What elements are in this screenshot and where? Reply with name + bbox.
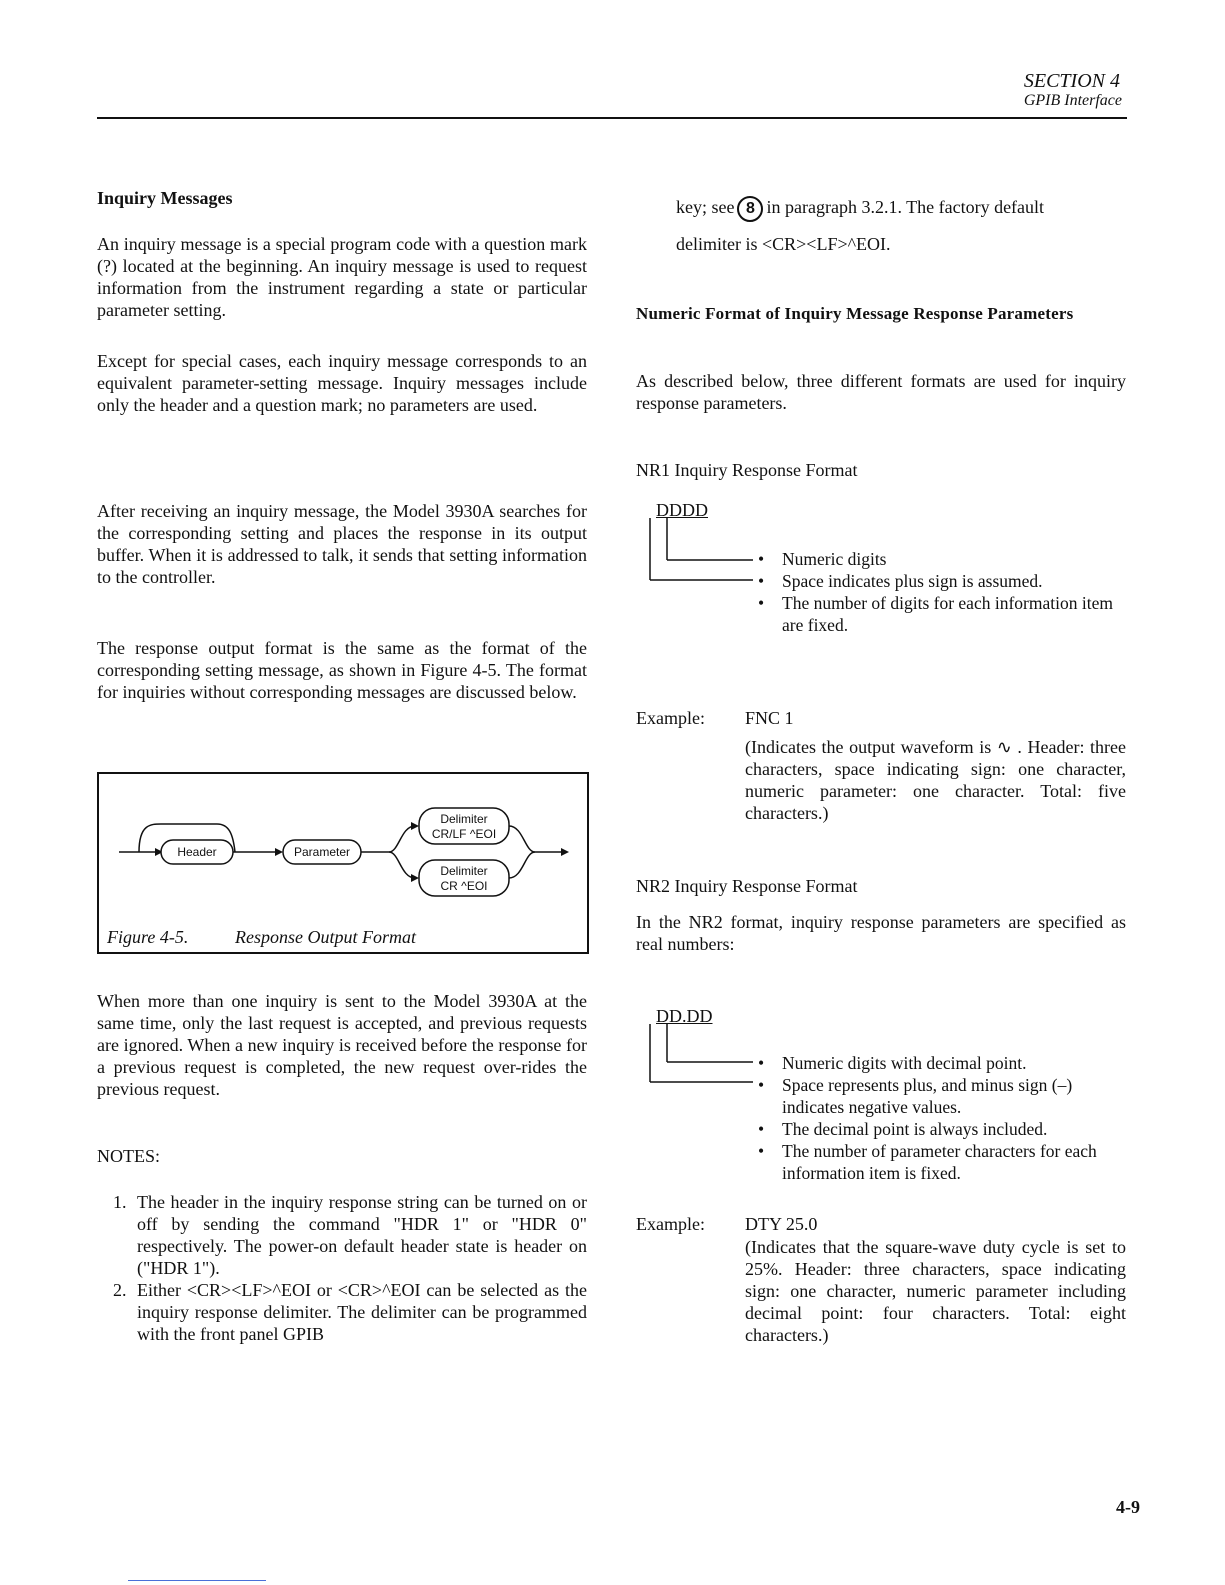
delimiter-crlf-top: Delimiter bbox=[440, 812, 488, 826]
header-node-label: Header bbox=[177, 845, 217, 859]
nr1-example-value: FNC 1 bbox=[745, 708, 794, 728]
nr1-bracket-lines bbox=[645, 518, 757, 588]
right-paragraph-1: As described below, three different formats are used for inquiry response parameters. bbox=[636, 371, 1126, 413]
figure-caption bbox=[107, 927, 416, 948]
continued-text-pre: key; see bbox=[676, 197, 735, 218]
nr2-format-code: DD.DD bbox=[656, 1006, 713, 1026]
nr1-bullets bbox=[756, 548, 1126, 636]
nr2-bracket-lines bbox=[645, 1024, 757, 1090]
delimiter-cr-top: Delimiter bbox=[440, 864, 488, 878]
notes-list bbox=[97, 1191, 587, 1345]
continued-text-post: in paragraph 3.2.1. The factory default bbox=[766, 197, 1045, 218]
numeric-format-heading: Numeric Format of Inquiry Message Response Parameters bbox=[636, 304, 1074, 323]
nr1-example-label: Example: bbox=[636, 708, 705, 728]
key-8-circle-icon: 8 bbox=[737, 196, 763, 222]
nr1-format-code: DDDD bbox=[656, 500, 708, 520]
nr2-title: NR2 Inquiry Response Format bbox=[636, 876, 858, 896]
nr2-bullet-4: • The number of parameter characters for each information item is fixed. bbox=[756, 1140, 1126, 1184]
continued-text-line2: delimiter is <CR><LF>^EOI. bbox=[676, 234, 891, 254]
note-item-2 bbox=[97, 1279, 587, 1345]
response-format-diagram bbox=[99, 774, 587, 952]
section-subtitle: GPIB Interface bbox=[1023, 92, 1122, 109]
delimiter-crlf-bottom: CR/LF ^EOI bbox=[431, 827, 497, 841]
figure-caption-number: Figure 4-5. bbox=[107, 927, 189, 947]
nr1-bullet-3: • The number of digits for each information item are fixed. bbox=[756, 592, 1126, 636]
inquiry-messages-heading: Inquiry Messages bbox=[97, 188, 233, 208]
header-rule bbox=[97, 117, 1127, 119]
nr1-bullet-1: • Numeric digits bbox=[756, 548, 1126, 570]
note-text-1: The header in the inquiry response string can be turned on or off by sending the command "HDR 1" or "HDR 0" respectively. The power-on default header state is header on ("HDR 1"). bbox=[137, 1192, 587, 1278]
nr2-example-label: Example: bbox=[636, 1214, 705, 1234]
note-item-1 bbox=[97, 1191, 587, 1279]
nr2-bullet-3: • The decimal point is always included. bbox=[756, 1118, 1126, 1140]
note-number-1: 1. bbox=[113, 1192, 127, 1212]
parameter-node-label: Parameter bbox=[293, 845, 351, 859]
left-paragraph-5: When more than one inquiry is sent to the Model 3930A at the same time, only the last request is accepted, and previous requests are ignored. When a new inquiry is received before the response for a previous request is completed, the new request over-rides the previous request. bbox=[97, 991, 587, 1099]
continued-text-line1 bbox=[676, 196, 1044, 222]
figure-response-output-format bbox=[97, 772, 589, 954]
note-text-2: Either <CR><LF>^EOI or <CR>^EOI can be selected as the inquiry response delimiter. The delimiter can be programmed with the front panel GPIB bbox=[137, 1280, 587, 1344]
figure-caption-text: Response Output Format bbox=[235, 927, 416, 947]
left-paragraph-3: After receiving an inquiry message, the Model 3930A searches for the corresponding setting and places the response in its output buffer. When it is addressed to talk, it sends that setting information to the controller. bbox=[97, 501, 587, 587]
left-paragraph-2: Except for special cases, each inquiry message corresponds to an equivalent parameter-setting message. Inquiry messages include only the header and a question mark; no parameters are used. bbox=[97, 351, 587, 415]
nr2-description: In the NR2 format, inquiry response parameters are specified as real numbers: bbox=[636, 912, 1126, 954]
nr1-example-description: (Indicates the output waveform is ∿ . Header: three characters, space indicating sign: one character, numeric parameter: one character. Total: five characters.) bbox=[745, 737, 1126, 823]
nr1-title: NR1 Inquiry Response Format bbox=[636, 460, 858, 480]
nr1-bullet-2: • Space indicates plus sign is assumed. bbox=[756, 570, 1126, 592]
nr2-bullet-2: • Space represents plus, and minus sign (–) indicates negative values. bbox=[756, 1074, 1126, 1118]
footer-line bbox=[128, 1580, 266, 1581]
notes-heading: NOTES: bbox=[97, 1146, 160, 1166]
left-paragraph-1: An inquiry message is a special program code with a question mark (?) located at the beginning. An inquiry message is used to request information from the instrument regarding a state or particular parameter setting. bbox=[97, 234, 587, 320]
nr2-bullets bbox=[756, 1052, 1126, 1184]
nr2-bullet-1: • Numeric digits with decimal point. bbox=[756, 1052, 1126, 1074]
note-number-2: 2. bbox=[113, 1280, 127, 1300]
nr2-example-description: (Indicates that the square-wave duty cycle is set to 25%. Header: three characters, space indicating sign: one character, numeric parameter including decimal point: four characters. Total: eight characters.) bbox=[745, 1237, 1126, 1345]
section-title: SECTION 4 bbox=[1023, 70, 1120, 92]
page-number: 4-9 bbox=[1116, 1497, 1140, 1517]
left-paragraph-4: The response output format is the same as the format of the corresponding setting message, as shown in Figure 4-5. The format for inquiries without corresponding messages are discussed below. bbox=[97, 638, 587, 702]
delimiter-cr-bottom: CR ^EOI bbox=[440, 879, 488, 893]
nr2-example-value: DTY 25.0 bbox=[745, 1214, 818, 1234]
